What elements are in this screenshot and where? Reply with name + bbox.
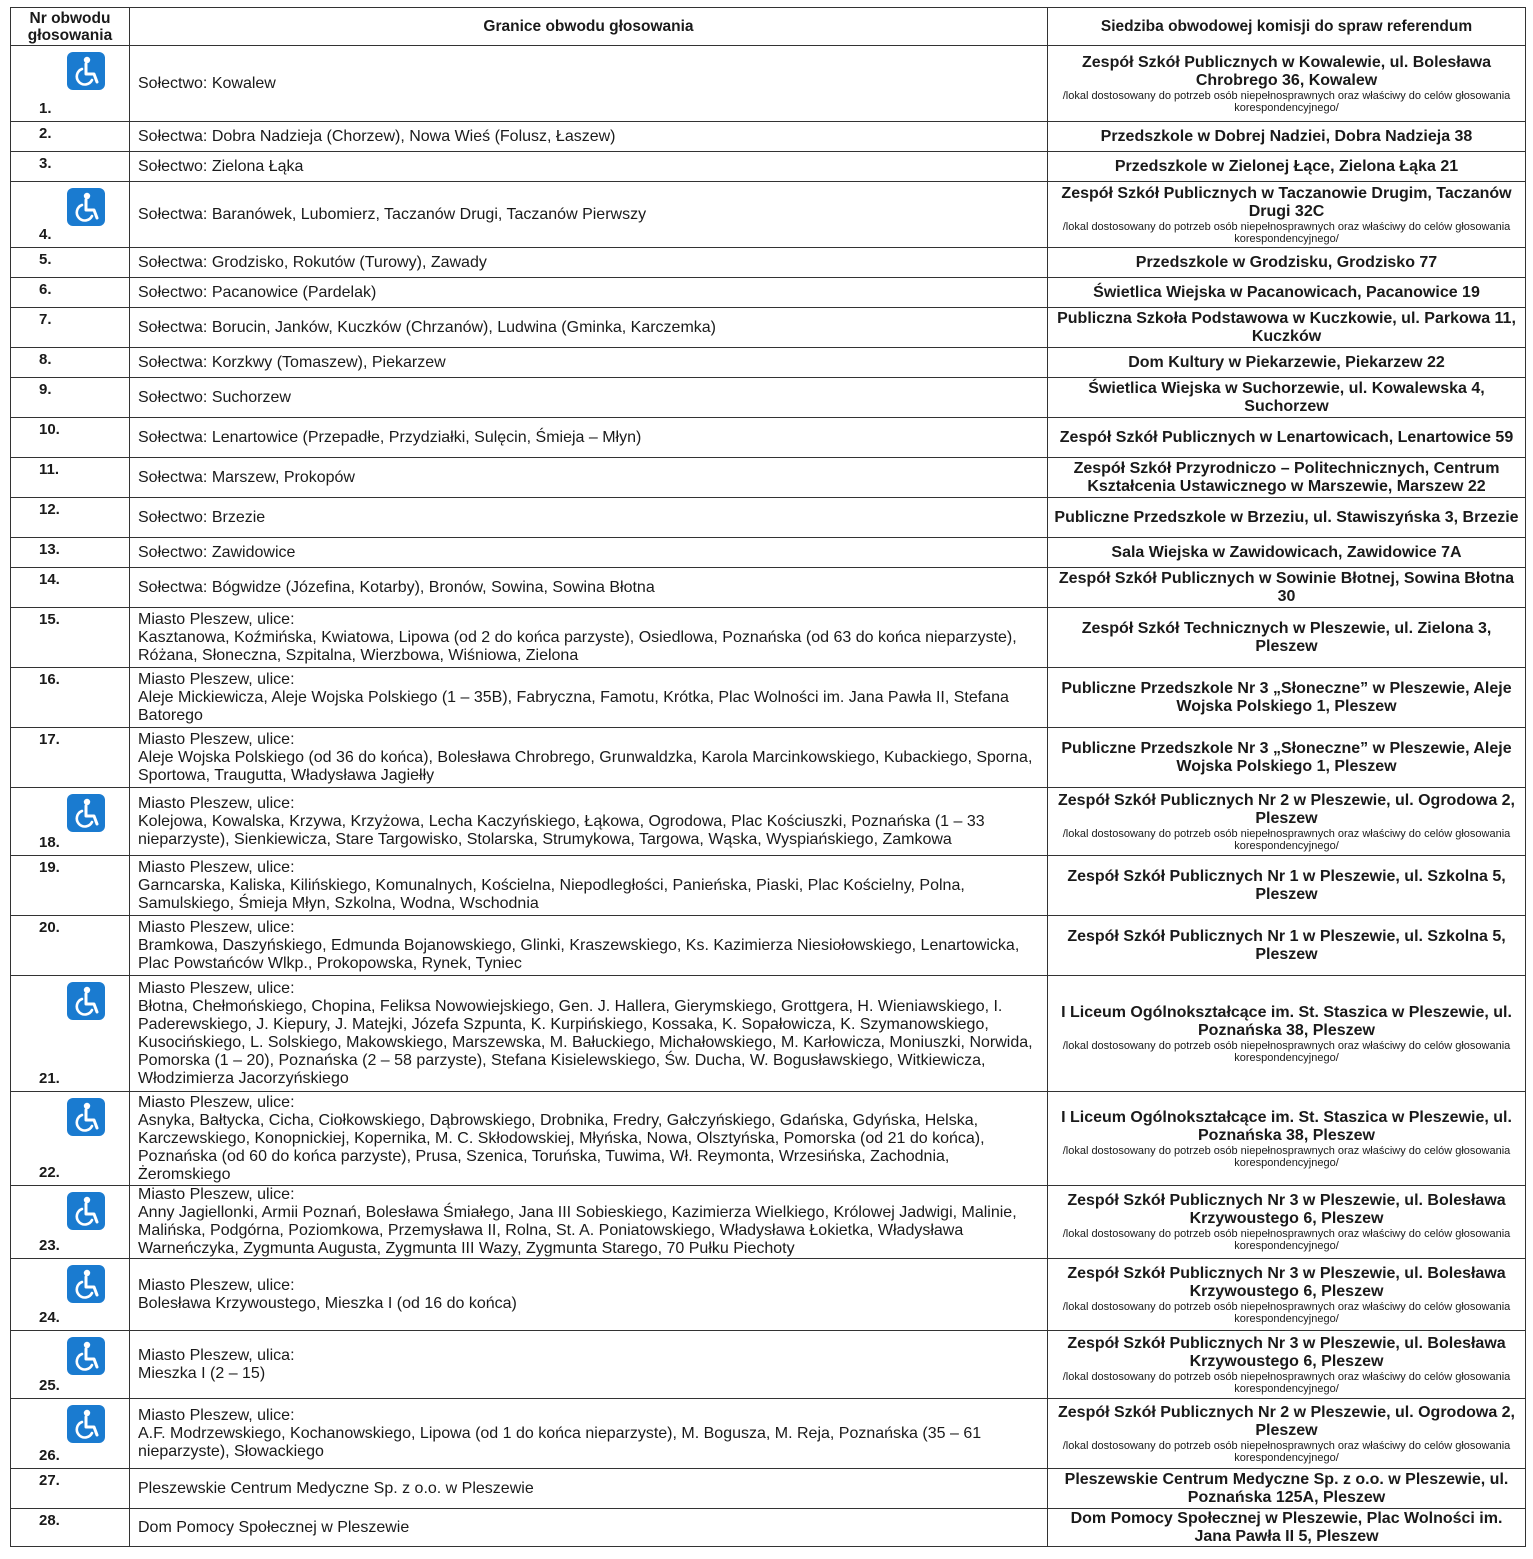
district-number: 10. [39, 421, 60, 438]
district-number: 7. [39, 311, 52, 328]
district-number-cell [11, 1186, 130, 1259]
district-number: 25. [39, 1377, 60, 1394]
bounds-text: Garncarska, Kaliska, Kilińskiego, Komunalnych, Kościelna, Niepodległości, Panieńska, Piaski, Plac Kościelny, Polna, Samulskiego, Śmieja Młyn, Szkolna, Wodna, Wschodnia [138, 876, 965, 912]
commission-seat-name: Zespół Szkół Publicznych Nr 2 w Pleszewie, ul. Ogrodowa 2, Pleszew [1058, 1403, 1515, 1439]
commission-seat-name: Zespół Szkół Publicznych Nr 3 w Pleszewie, ul. Bolesława Krzywoustego 6, Pleszew [1067, 1264, 1506, 1300]
district-number-cell [11, 182, 130, 248]
district-bounds-cell [130, 916, 1048, 976]
district-number: 18. [39, 834, 60, 851]
district-number-cell [11, 248, 130, 278]
commission-seat-name: Przedszkole w Zielonej Łące, Zielona Łąka 21 [1114, 157, 1459, 175]
bounds-text: A.F. Modrzewskiego, Kochanowskiego, Lipowa (od 1 do końca nieparzyste), M. Bogusza, M. Reja, Poznańska (35 – 61 nieparzyste), Słowackiego [138, 1424, 982, 1460]
accessibility-note: /lokal dostosowany do potrzeb osób niepełnosprawnych oraz właściwy do celów głosowania korespondencyjnego/ [1062, 827, 1511, 852]
bounds-text: Sołectwa: Marszew, Prokopów [138, 468, 355, 486]
table-row [11, 418, 1526, 458]
district-number-cell [11, 1092, 130, 1186]
district-number: 22. [39, 1164, 60, 1181]
commission-seat-cell [1048, 538, 1526, 568]
table-row [11, 458, 1526, 498]
district-number: 28. [39, 1512, 60, 1529]
table-row [11, 916, 1526, 976]
commission-seat-cell [1048, 1469, 1526, 1509]
district-number: 4. [39, 226, 52, 243]
district-number-cell [11, 46, 130, 122]
accessibility-note: /lokal dostosowany do potrzeb osób niepełnosprawnych oraz właściwy do celów głosowania korespondencyjnego/ [1062, 1439, 1511, 1464]
district-number: 2. [39, 125, 52, 142]
district-bounds-cell [130, 668, 1048, 728]
district-number-cell [11, 568, 130, 608]
bounds-heading: Miasto Pleszew, ulice: [138, 610, 295, 628]
table-row [11, 122, 1526, 152]
commission-seat-cell [1048, 278, 1526, 308]
commission-seat-name: I Liceum Ogólnokształcące im. St. Staszica w Pleszewie, ul. Poznańska 38, Pleszew [1061, 1108, 1512, 1144]
bounds-text: Sołectwa: Korzkwy (Tomaszew), Piekarzew [138, 353, 446, 371]
commission-seat-name: Zespół Szkół Publicznych Nr 1 w Pleszewie, ul. Szkolna 5, Pleszew [1067, 867, 1506, 903]
table-row [11, 278, 1526, 308]
wheelchair-accessible-icon [67, 794, 105, 832]
commission-seat-cell [1048, 1509, 1526, 1547]
bounds-text: Sołectwa: Grodzisko, Rokutów (Turowy), Zawady [138, 253, 487, 271]
bounds-heading: Miasto Pleszew, ulice: [138, 794, 295, 812]
district-bounds-cell [130, 608, 1048, 668]
commission-seat-name: Zespół Szkół Publicznych w Taczanowie Drugim, Taczanów Drugi 32C [1061, 184, 1512, 220]
commission-seat-cell [1048, 916, 1526, 976]
district-number-cell [11, 608, 130, 668]
commission-seat-cell [1048, 348, 1526, 378]
commission-seat-name: Przedszkole w Grodzisku, Grodzisko 77 [1135, 253, 1438, 271]
district-number: 14. [39, 571, 60, 588]
commission-seat-cell [1048, 976, 1526, 1092]
district-bounds-cell [130, 538, 1048, 568]
district-number-cell [11, 1259, 130, 1331]
wheelchair-accessible-icon [67, 1337, 105, 1375]
commission-seat-name: Zespół Szkół Publicznych Nr 2 w Pleszewie, ul. Ogrodowa 2, Pleszew [1058, 791, 1515, 827]
commission-seat-cell [1048, 1186, 1526, 1259]
bounds-heading: Miasto Pleszew, ulice: [138, 1093, 295, 1111]
district-bounds-cell [130, 728, 1048, 788]
bounds-heading: Miasto Pleszew, ulica: [138, 1346, 295, 1364]
district-number-cell [11, 122, 130, 152]
district-number: 6. [39, 281, 52, 298]
commission-seat-cell [1048, 152, 1526, 182]
commission-seat-cell [1048, 248, 1526, 278]
district-bounds-cell [130, 1259, 1048, 1331]
district-bounds-cell [130, 1331, 1048, 1399]
wheelchair-accessible-icon [67, 1192, 105, 1230]
accessibility-note: /lokal dostosowany do potrzeb osób niepełnosprawnych oraz właściwy do celów głosowania korespondencyjnego/ [1062, 1228, 1511, 1252]
commission-seat-name: Dom Kultury w Piekarzewie, Piekarzew 22 [1128, 353, 1445, 371]
table-row [11, 538, 1526, 568]
district-number-cell [11, 1399, 130, 1469]
district-number-cell [11, 538, 130, 568]
bounds-heading: Miasto Pleszew, ulice: [138, 858, 295, 876]
bounds-text: Sołectwo: Pacanowice (Pardelak) [138, 283, 377, 301]
district-bounds-cell [130, 1092, 1048, 1186]
bounds-text: Bramkowa, Daszyńskiego, Edmunda Bojanowskiego, Glinki, Kraszewskiego, Ks. Kazimierza Niesiołowskiego, Lenartowicka, Plac Powstańców Wlkp., Prokopowska, Rynek, Tyniec [138, 936, 1020, 972]
bounds-text: Sołectwo: Brzezie [138, 508, 266, 526]
commission-seat-cell [1048, 728, 1526, 788]
table-row [11, 608, 1526, 668]
table-row [11, 46, 1526, 122]
bounds-text: Błotna, Chełmońskiego, Chopina, Feliksa Nowowiejskiego, Gen. J. Hallera, Gierymskiego, Grottgera, H. Wieniawskiego, I. Paderewskiego, J. Kiepury, J. Matejki, Józefa Szpunta, K. Kurpińskiego, Kossaka, K. Sopałowicza, K. Szymanowskiego, Kusocińskiego, L. Solskiego, Makowskiego, Marszewska, M. Bałuckiego, Michałowskiego, M. Karłowicza, Moniuszki, Norwida, Pomorska (1 – 20), Poznańska (2 – 58 parzyste), Stefana Kisielewskiego, Św. Ducha, W. Bogusławskiego, Witkiewicza, Włodzimierza Jacorzyńskiego [138, 997, 1033, 1087]
bounds-text: Sołectwo: Kowalew [138, 74, 276, 92]
table-row [11, 1331, 1526, 1399]
accessibility-note: /lokal dostosowany do potrzeb osób niepełnosprawnych oraz właściwy do celów głosowania korespondencyjnego/ [1062, 1039, 1511, 1064]
district-bounds-cell [130, 1399, 1048, 1469]
table-row [11, 248, 1526, 278]
table-row [11, 378, 1526, 418]
district-number: 15. [39, 611, 60, 628]
district-number-cell [11, 788, 130, 856]
table-row [11, 1399, 1526, 1469]
district-number: 8. [39, 351, 52, 368]
district-number-cell [11, 728, 130, 788]
bounds-text: Aleje Wojska Polskiego (od 36 do końca), Bolesława Chrobrego, Grunwaldzka, Karola Marcinkowskiego, Kubackiego, Sporna, Sportowa, Traugutta, Władysława Jagiełły [138, 748, 1033, 784]
commission-seat-cell [1048, 458, 1526, 498]
bounds-heading: Miasto Pleszew, ulice: [138, 979, 295, 997]
commission-seat-name: Zespół Szkół Publicznych Nr 3 w Pleszewie, ul. Bolesława Krzywoustego 6, Pleszew [1067, 1192, 1506, 1227]
district-bounds-cell [130, 976, 1048, 1092]
district-number: 20. [39, 919, 60, 936]
bounds-text: Asnyka, Bałtycka, Cicha, Ciołkowskiego, Dąbrowskiego, Drobnika, Fredry, Gałczyńskiego, Gdańska, Gdyńska, Helska, Karczewskiego, Konopnickiej, Kopernika, M. C. Skłodowskiej, Młyńska, Nowa, Olsztyńska, Pomorska (od 21 do końca), Poznańska (od 60 do końca parzyste), Prusa, Szenica, Toruńska, Tuwima, Wł. Reymonta, Wrzesińska, Zachodnia, Żeromskiego [138, 1111, 985, 1183]
district-number: 3. [39, 155, 52, 172]
district-number: 27. [39, 1472, 60, 1489]
district-number-cell [11, 152, 130, 182]
accessibility-note: /lokal dostosowany do potrzeb osób niepełnosprawnych oraz właściwy do celów głosowania korespondencyjnego/ [1062, 1144, 1511, 1169]
bounds-text: Bolesława Krzywoustego, Mieszka I (od 16 do końca) [138, 1294, 517, 1312]
table-row [11, 728, 1526, 788]
district-bounds-cell [130, 348, 1048, 378]
commission-seat-cell [1048, 568, 1526, 608]
district-bounds-cell [130, 856, 1048, 916]
district-number-cell [11, 668, 130, 728]
accessibility-note: /lokal dostosowany do potrzeb osób niepełnosprawnych oraz właściwy do celów głosowania korespondencyjnego/ [1062, 1370, 1511, 1395]
commission-seat-name: Przedszkole w Dobrej Nadziei, Dobra Nadzieja 38 [1100, 127, 1473, 145]
table-row [11, 1186, 1526, 1259]
district-number-cell [11, 348, 130, 378]
table-row [11, 182, 1526, 248]
bounds-text: Sołectwo: Zielona Łąka [138, 157, 304, 175]
wheelchair-accessible-icon [67, 52, 105, 90]
wheelchair-accessible-icon [67, 188, 105, 226]
accessibility-note: /lokal dostosowany do potrzeb osób niepełnosprawnych oraz właściwy do celów głosowania korespondencyjnego/ [1062, 89, 1511, 114]
district-number-cell [11, 916, 130, 976]
table-row [11, 498, 1526, 538]
district-bounds-cell [130, 458, 1048, 498]
commission-seat-cell [1048, 182, 1526, 248]
district-number: 16. [39, 671, 60, 688]
commission-seat-name: Zespół Szkół Publicznych Nr 3 w Pleszewie, ul. Bolesława Krzywoustego 6, Pleszew [1067, 1334, 1506, 1370]
district-bounds-cell [130, 248, 1048, 278]
commission-seat-name: Publiczne Przedszkole Nr 3 „Słoneczne” w Pleszewie, Aleje Wojska Polskiego 1, Pleszew [1061, 739, 1512, 775]
district-number-cell [11, 498, 130, 538]
table-row [11, 152, 1526, 182]
bounds-text: Pleszewskie Centrum Medyczne Sp. z o.o. w Pleszewie [138, 1479, 534, 1497]
district-bounds-cell [130, 152, 1048, 182]
bounds-heading: Miasto Pleszew, ulice: [138, 730, 295, 748]
bounds-text: Sołectwa: Baranówek, Lubomierz, Taczanów Drugi, Taczanów Pierwszy [138, 205, 647, 223]
district-number-cell [11, 378, 130, 418]
bounds-text: Mieszka I (2 – 15) [138, 1364, 266, 1382]
bounds-text: Sołectwa: Lenartowice (Przepadłe, Przydziałki, Sulęcin, Śmieja – Młyn) [138, 428, 642, 446]
accessibility-note: /lokal dostosowany do potrzeb osób niepełnosprawnych oraz właściwy do celów głosowania korespondencyjnego/ [1062, 1300, 1511, 1325]
commission-seat-cell [1048, 856, 1526, 916]
commission-seat-name: Publiczna Szkoła Podstawowa w Kuczkowie, ul. Parkowa 11, Kuczków [1057, 309, 1516, 345]
district-number: 24. [39, 1309, 60, 1326]
bounds-text: Dom Pomocy Społecznej w Pleszewie [138, 1518, 410, 1536]
commission-seat-cell [1048, 1259, 1526, 1331]
district-number-cell [11, 1331, 130, 1399]
bounds-text: Sołectwa: Bógwidze (Józefina, Kotarby), Bronów, Sowina, Sowina Błotna [138, 578, 655, 596]
district-bounds-cell [130, 568, 1048, 608]
bounds-text: Sołectwo: Suchorzew [138, 388, 291, 406]
district-bounds-cell [130, 418, 1048, 458]
bounds-text: Sołectwo: Zawidowice [138, 543, 296, 561]
commission-seat-cell [1048, 608, 1526, 668]
district-number-cell [11, 308, 130, 348]
commission-seat-name: Zespół Szkół Przyrodniczo – Politechnicznych, Centrum Kształcenia Ustawicznego w Marszewie, Marszew 22 [1073, 459, 1500, 495]
bounds-heading: Miasto Pleszew, ulice: [138, 670, 295, 688]
header-row [11, 8, 1526, 46]
commission-seat-name: Sala Wiejska w Zawidowicach, Zawidowice 7A [1111, 543, 1462, 561]
district-number-cell [11, 976, 130, 1092]
commission-seat-name: Świetlica Wiejska w Suchorzewie, ul. Kowalewska 4, Suchorzew [1088, 379, 1485, 415]
commission-seat-name: I Liceum Ogólnokształcące im. St. Staszica w Pleszewie, ul. Poznańska 38, Pleszew [1061, 1003, 1512, 1039]
commission-seat-cell [1048, 668, 1526, 728]
district-number: 17. [39, 731, 60, 748]
commission-seat-name: Świetlica Wiejska w Pacanowicach, Pacanowice 19 [1093, 283, 1480, 301]
district-number: 5. [39, 251, 52, 268]
accessibility-note: /lokal dostosowany do potrzeb osób niepełnosprawnych oraz właściwy do celów głosowania korespondencyjnego/ [1062, 220, 1511, 245]
commission-seat-cell [1048, 46, 1526, 122]
bounds-text: Kasztanowa, Koźmińska, Kwiatowa, Lipowa (od 2 do końca parzyste), Osiedlowa, Poznańska (od 63 do końca nieparzyste), Różana, Słoneczna, Szpitalna, Wierzbowa, Wiśniowa, Zielona [138, 628, 1017, 664]
table-row [11, 976, 1526, 1092]
district-number: 26. [39, 1447, 60, 1464]
district-bounds-cell [130, 1509, 1048, 1547]
district-bounds-cell [130, 122, 1048, 152]
bounds-text: Sołectwa: Dobra Nadzieja (Chorzew), Nowa Wieś (Folusz, Łaszew) [138, 127, 616, 145]
table-row [11, 568, 1526, 608]
wheelchair-accessible-icon [67, 1265, 105, 1303]
district-number: 12. [39, 501, 60, 518]
commission-seat-name: Zespół Szkół Publicznych w Kowalewie, ul. Bolesława Chrobrego 36, Kowalew [1082, 53, 1491, 89]
district-number-cell [11, 856, 130, 916]
commission-seat-name: Zespół Szkół Publicznych w Lenartowicach, Lenartowice 59 [1059, 428, 1514, 446]
district-number: 23. [39, 1237, 60, 1254]
header-district-bounds: Granice obwodu głosowania [130, 8, 1048, 46]
district-number-cell [11, 1509, 130, 1547]
table-row [11, 668, 1526, 728]
district-number: 21. [39, 1070, 60, 1087]
voting-districts-table [10, 7, 1526, 1547]
commission-seat-cell [1048, 308, 1526, 348]
commission-seat-name: Publiczne Przedszkole w Brzeziu, ul. Stawiszyńska 3, Brzezie [1054, 508, 1519, 526]
header-commission-seat: Siedziba obwodowej komisji do spraw referendum [1048, 8, 1526, 46]
commission-seat-cell [1048, 418, 1526, 458]
bounds-heading: Miasto Pleszew, ulice: [138, 1186, 295, 1203]
header-district-number: Nr obwodu głosowania [11, 8, 130, 46]
table-row [11, 1259, 1526, 1331]
table-row [11, 856, 1526, 916]
table-row [11, 788, 1526, 856]
table-row [11, 1092, 1526, 1186]
commission-seat-cell [1048, 1399, 1526, 1469]
district-bounds-cell [130, 498, 1048, 538]
commission-seat-name: Pleszewskie Centrum Medyczne Sp. z o.o. w Pleszewie, ul. Poznańska 125A, Pleszew [1064, 1470, 1509, 1506]
commission-seat-name: Dom Pomocy Społecznej w Pleszewie, Plac Wolności im. Jana Pawła II 5, Pleszew [1070, 1509, 1503, 1545]
commission-seat-cell [1048, 498, 1526, 538]
bounds-heading: Miasto Pleszew, ulice: [138, 1276, 295, 1294]
table-row [11, 308, 1526, 348]
district-number: 9. [39, 381, 52, 398]
bounds-text: Sołectwa: Borucin, Janków, Kuczków (Chrzanów), Ludwina (Gminka, Karczemka) [138, 318, 716, 336]
district-bounds-cell [130, 46, 1048, 122]
wheelchair-accessible-icon [67, 982, 105, 1020]
district-bounds-cell [130, 278, 1048, 308]
district-number: 19. [39, 859, 60, 876]
district-number: 11. [39, 461, 60, 478]
commission-seat-cell [1048, 1331, 1526, 1399]
district-bounds-cell [130, 1186, 1048, 1259]
bounds-text: Aleje Mickiewicza, Aleje Wojska Polskiego (1 – 35B), Fabryczna, Famotu, Krótka, Plac Wolności im. Jana Pawła II, Stefana Batorego [138, 688, 1009, 724]
wheelchair-accessible-icon [67, 1405, 105, 1443]
commission-seat-name: Zespół Szkół Technicznych w Pleszewie, ul. Zielona 3, Pleszew [1081, 619, 1492, 655]
wheelchair-accessible-icon [67, 1098, 105, 1136]
district-number-cell [11, 458, 130, 498]
district-bounds-cell [130, 1469, 1048, 1509]
district-number: 13. [39, 541, 60, 558]
district-bounds-cell [130, 788, 1048, 856]
district-number-cell [11, 418, 130, 458]
district-number-cell [11, 278, 130, 308]
table-row [11, 1469, 1526, 1509]
bounds-text: Kolejowa, Kowalska, Krzywa, Krzyżowa, Lecha Kaczyńskiego, Łąkowa, Ogrodowa, Plac Kościuszki, Poznańska (1 – 33 nieparzyste), Sienkiewicza, Stare Targowisko, Stolarska, Strumykowa, Targowa, Wąska, Wyspiańskiego, Zamkowa [138, 812, 985, 848]
district-bounds-cell [130, 182, 1048, 248]
district-number: 1. [39, 100, 52, 117]
table-row [11, 348, 1526, 378]
commission-seat-cell [1048, 122, 1526, 152]
bounds-heading: Miasto Pleszew, ulice: [138, 918, 295, 936]
commission-seat-cell [1048, 1092, 1526, 1186]
district-bounds-cell [130, 378, 1048, 418]
bounds-heading: Miasto Pleszew, ulice: [138, 1406, 295, 1424]
district-number-cell [11, 1469, 130, 1509]
table-row [11, 1509, 1526, 1547]
district-bounds-cell [130, 308, 1048, 348]
commission-seat-cell [1048, 788, 1526, 856]
commission-seat-name: Publiczne Przedszkole Nr 3 „Słoneczne” w Pleszewie, Aleje Wojska Polskiego 1, Pleszew [1061, 679, 1512, 715]
commission-seat-name: Zespół Szkół Publicznych w Sowinie Błotnej, Sowina Błotna 30 [1058, 569, 1515, 605]
commission-seat-name: Zespół Szkół Publicznych Nr 1 w Pleszewie, ul. Szkolna 5, Pleszew [1067, 927, 1506, 963]
bounds-text: Anny Jagiellonki, Armii Poznań, Bolesława Śmiałego, Jana III Sobieskiego, Kazimierza Wielkiego, Królowej Jadwigi, Malinie, Malińska, Podgórna, Poziomkowa, Przemysława II, Rolna, St. A. Poniatowskiego, Władysława Łokietka, Władysława Warneńczyka, Zygmunta Augusta, Zygmunta III Wazy, Zygmunta Starego, 70 Pułku Piechoty [138, 1204, 1017, 1257]
commission-seat-cell [1048, 378, 1526, 418]
